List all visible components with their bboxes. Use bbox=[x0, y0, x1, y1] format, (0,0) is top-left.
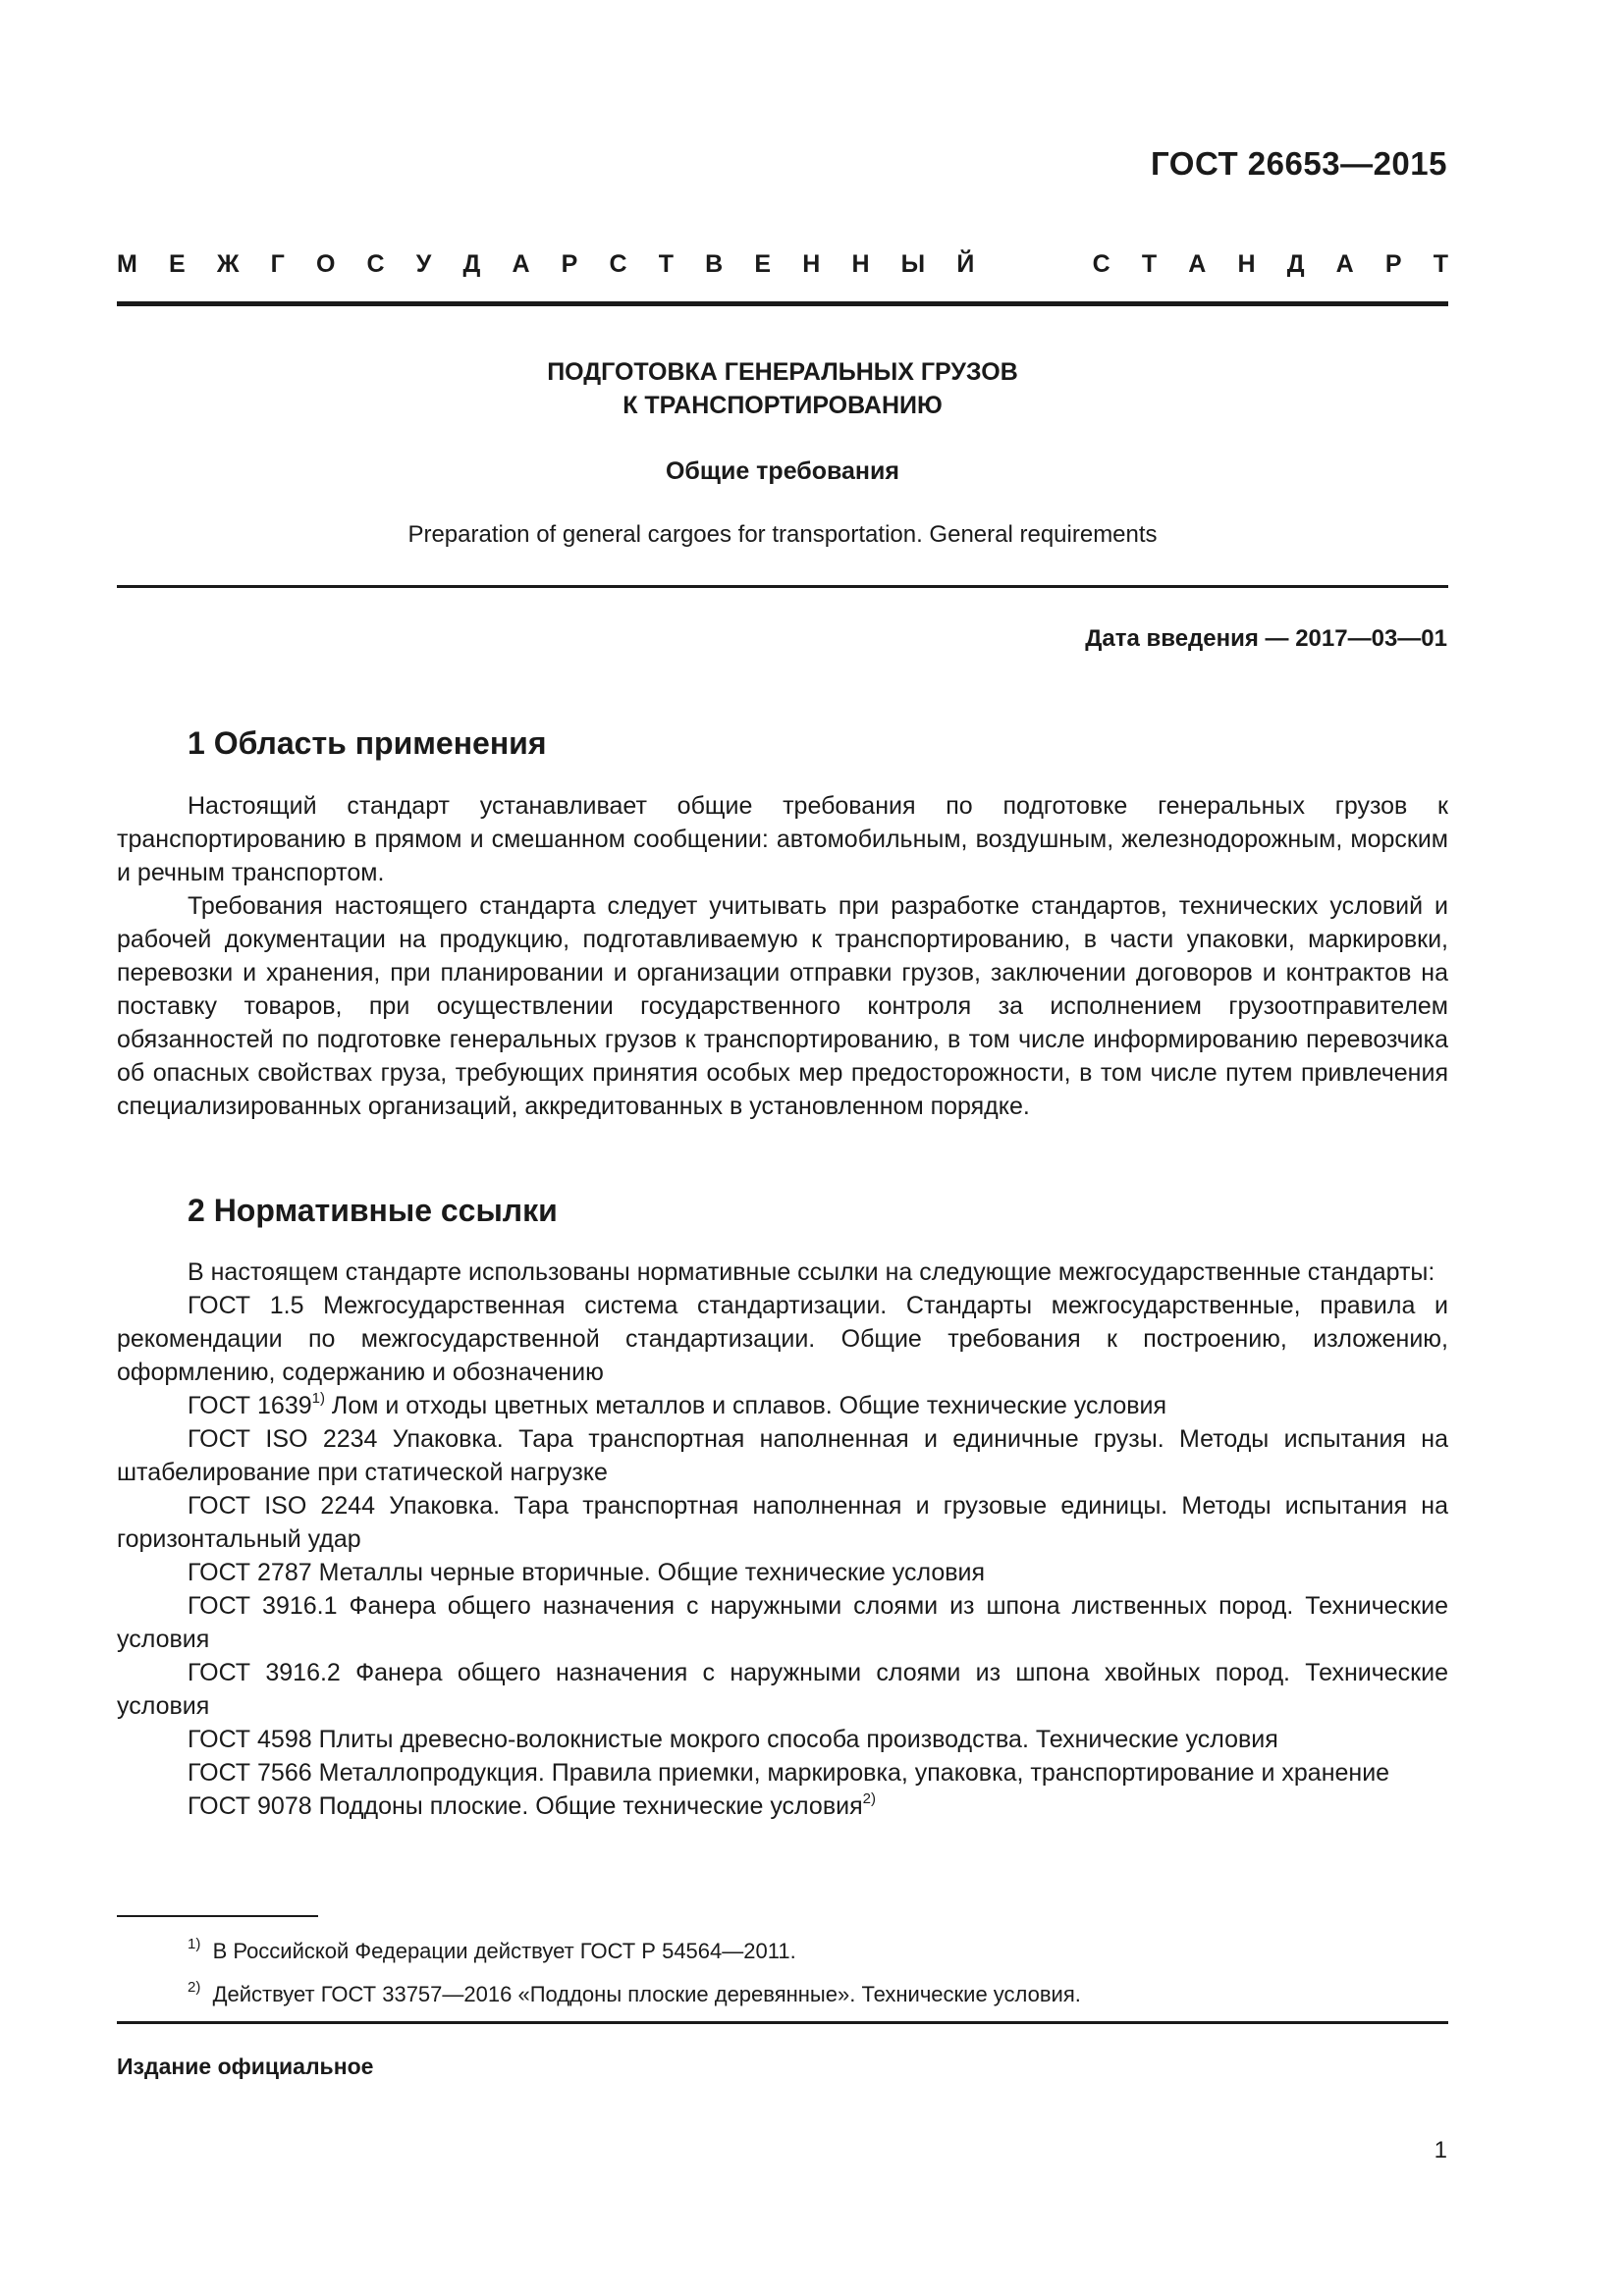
title-line: ПОДГОТОВКА ГЕНЕРАЛЬНЫХ ГРУЗОВ bbox=[547, 358, 1018, 386]
banner-letter: М bbox=[117, 250, 137, 278]
banner-letter: Е bbox=[754, 250, 772, 278]
paragraph: Требования настоящего стандарта следует учитывать при разработке стандартов, технических условий и рабочей документации на продукцию, подготавливаемую к транспортированию, в части упаковки, маркировки, перевозки и хранения, при планировании и организации отправки грузов, заключении договоров и контрактов на поставку товаров, при осуществлении государственного контроля за исполнением грузоотправителем обязанностей по подготовке генеральных грузов к транспортированию, в том числе информированию перевозчика об опасных свойствах груза, требующих принятия особых мер предосторожности, в том числе путем привлечения специализированных организаций, аккредитованных в установленном порядке. bbox=[117, 892, 1448, 1120]
banner-letter: Р bbox=[561, 250, 578, 278]
banner-letter: Ж bbox=[216, 250, 240, 278]
banner-letter: Т bbox=[658, 250, 675, 278]
reference-entry bbox=[117, 1389, 1448, 1422]
banner-letter: У bbox=[415, 250, 432, 278]
banner-letter: А bbox=[1188, 250, 1207, 278]
footnote bbox=[188, 1973, 1081, 2016]
reference-entry: ГОСТ 4598 Плиты древесно-волокнистые мокрого способа производства. Технические условия bbox=[188, 1726, 1278, 1753]
section-heading: 2 Нормативные ссылки bbox=[188, 1193, 558, 1228]
reference-entry: ГОСТ 3916.1 Фанера общего назначения с наружными слоями из шпона лиственных пород. Технические условия bbox=[117, 1592, 1448, 1653]
footnotes bbox=[188, 1930, 1081, 2016]
footnote-marker[interactable]: 1) bbox=[311, 1389, 325, 1407]
introduction-date: Дата введения — 2017—03—01 bbox=[1085, 625, 1447, 652]
reference-entry: ГОСТ ISO 2244 Упаковка. Тара транспортная наполненная и грузовые единицы. Методы испытания на горизонтальный удар bbox=[117, 1492, 1448, 1553]
page-number: 1 bbox=[1434, 2137, 1447, 2163]
banner-letter: Н bbox=[802, 250, 821, 278]
title-divider bbox=[117, 585, 1448, 588]
banner-letter: Е bbox=[168, 250, 186, 278]
title-line: К ТРАНСПОРТИРОВАНИЮ bbox=[623, 392, 943, 419]
section-heading: 1 Область применения bbox=[188, 725, 547, 761]
reference-entry: ГОСТ ISO 2234 Упаковка. Тара транспортная наполненная и единичные грузы. Методы испытания на штабелирование при статической нагрузке bbox=[117, 1425, 1448, 1486]
footnote-text: Действует ГОСТ 33757—2016 «Поддоны плоские деревянные». Технические условия. bbox=[212, 1982, 1081, 2006]
document-subtitle: Общие требования bbox=[665, 457, 899, 485]
banner-letter: О bbox=[315, 250, 336, 278]
standard-type-banner bbox=[117, 249, 1448, 279]
banner-letter: Н bbox=[1237, 250, 1256, 278]
banner-letter: Г bbox=[270, 250, 285, 278]
banner-letter: Т bbox=[1141, 250, 1158, 278]
banner-letter: Й bbox=[956, 250, 975, 278]
header-divider bbox=[117, 301, 1448, 306]
document-title bbox=[117, 355, 1448, 422]
paragraph: В настоящем стандарте использованы нормативные ссылки на следующие межгосударственные стандарты: bbox=[188, 1258, 1435, 1286]
reference-entry: ГОСТ 3916.2 Фанера общего назначения с наружными слоями из шпона хвойных пород. Технические условия bbox=[117, 1659, 1448, 1720]
reference-entry: ГОСТ 7566 Металлопродукция. Правила приемки, маркировка, упаковка, транспортирование и хранение bbox=[188, 1759, 1390, 1787]
reference-entry: ГОСТ 1.5 Межгосударственная система стандартизации. Стандарты межгосударственные, правила и рекомендации по межгосударственной стандартизации. Общие требования к построению, изложению, оформлению, содержанию и обозначению bbox=[117, 1292, 1448, 1386]
banner-letter: С bbox=[609, 250, 627, 278]
footnote-text: В Российской Федерации действует ГОСТ Р 54564—2011. bbox=[212, 1939, 796, 1963]
edition-label: Издание официальное bbox=[117, 2054, 374, 2079]
banner-letter: Н bbox=[851, 250, 870, 278]
banner-letter: Д bbox=[1286, 250, 1305, 278]
footer-divider bbox=[117, 2021, 1448, 2024]
section-1-body bbox=[117, 789, 1448, 1123]
banner-letter: А bbox=[1335, 250, 1354, 278]
reference-text: ГОСТ 9078 Поддоны плоские. Общие технические условия bbox=[188, 1792, 863, 1820]
banner-letter: С bbox=[1092, 250, 1110, 278]
footnote-separator bbox=[117, 1915, 318, 1917]
footnote-marker[interactable]: 2) bbox=[862, 1789, 876, 1807]
paragraph: Настоящий стандарт устанавливает общие требования по подготовке генеральных грузов к транспортированию в прямом и смешанном сообщении: автомобильным, воздушным, железнодорожным, морским и речным транспортом. bbox=[117, 792, 1448, 886]
english-title: Preparation of general cargoes for transportation. General requirements bbox=[407, 521, 1158, 548]
reference-text: Лом и отходы цветных металлов и сплавов. Общие технические условия bbox=[324, 1392, 1167, 1419]
reference-code: ГОСТ 1639 bbox=[188, 1392, 312, 1419]
document-number: ГОСТ 26653—2015 bbox=[1151, 145, 1447, 182]
banner-letter: А bbox=[512, 250, 530, 278]
footnote-number: 2) bbox=[188, 1978, 201, 1996]
reference-entry bbox=[117, 1789, 1448, 1823]
banner-letter: С bbox=[366, 250, 385, 278]
footnote bbox=[188, 1930, 1081, 1973]
banner-letter: Р bbox=[1384, 250, 1402, 278]
banner-letter: Ы bbox=[900, 250, 926, 278]
footnote-number: 1) bbox=[188, 1935, 201, 1952]
section-2-body bbox=[117, 1255, 1448, 1823]
banner-letter: Д bbox=[462, 250, 481, 278]
banner-letter: Т bbox=[1433, 250, 1448, 278]
banner-word-gap bbox=[1005, 249, 1060, 279]
reference-entry: ГОСТ 2787 Металлы черные вторичные. Общие технические условия bbox=[188, 1559, 986, 1586]
banner-letter: В bbox=[705, 250, 724, 278]
